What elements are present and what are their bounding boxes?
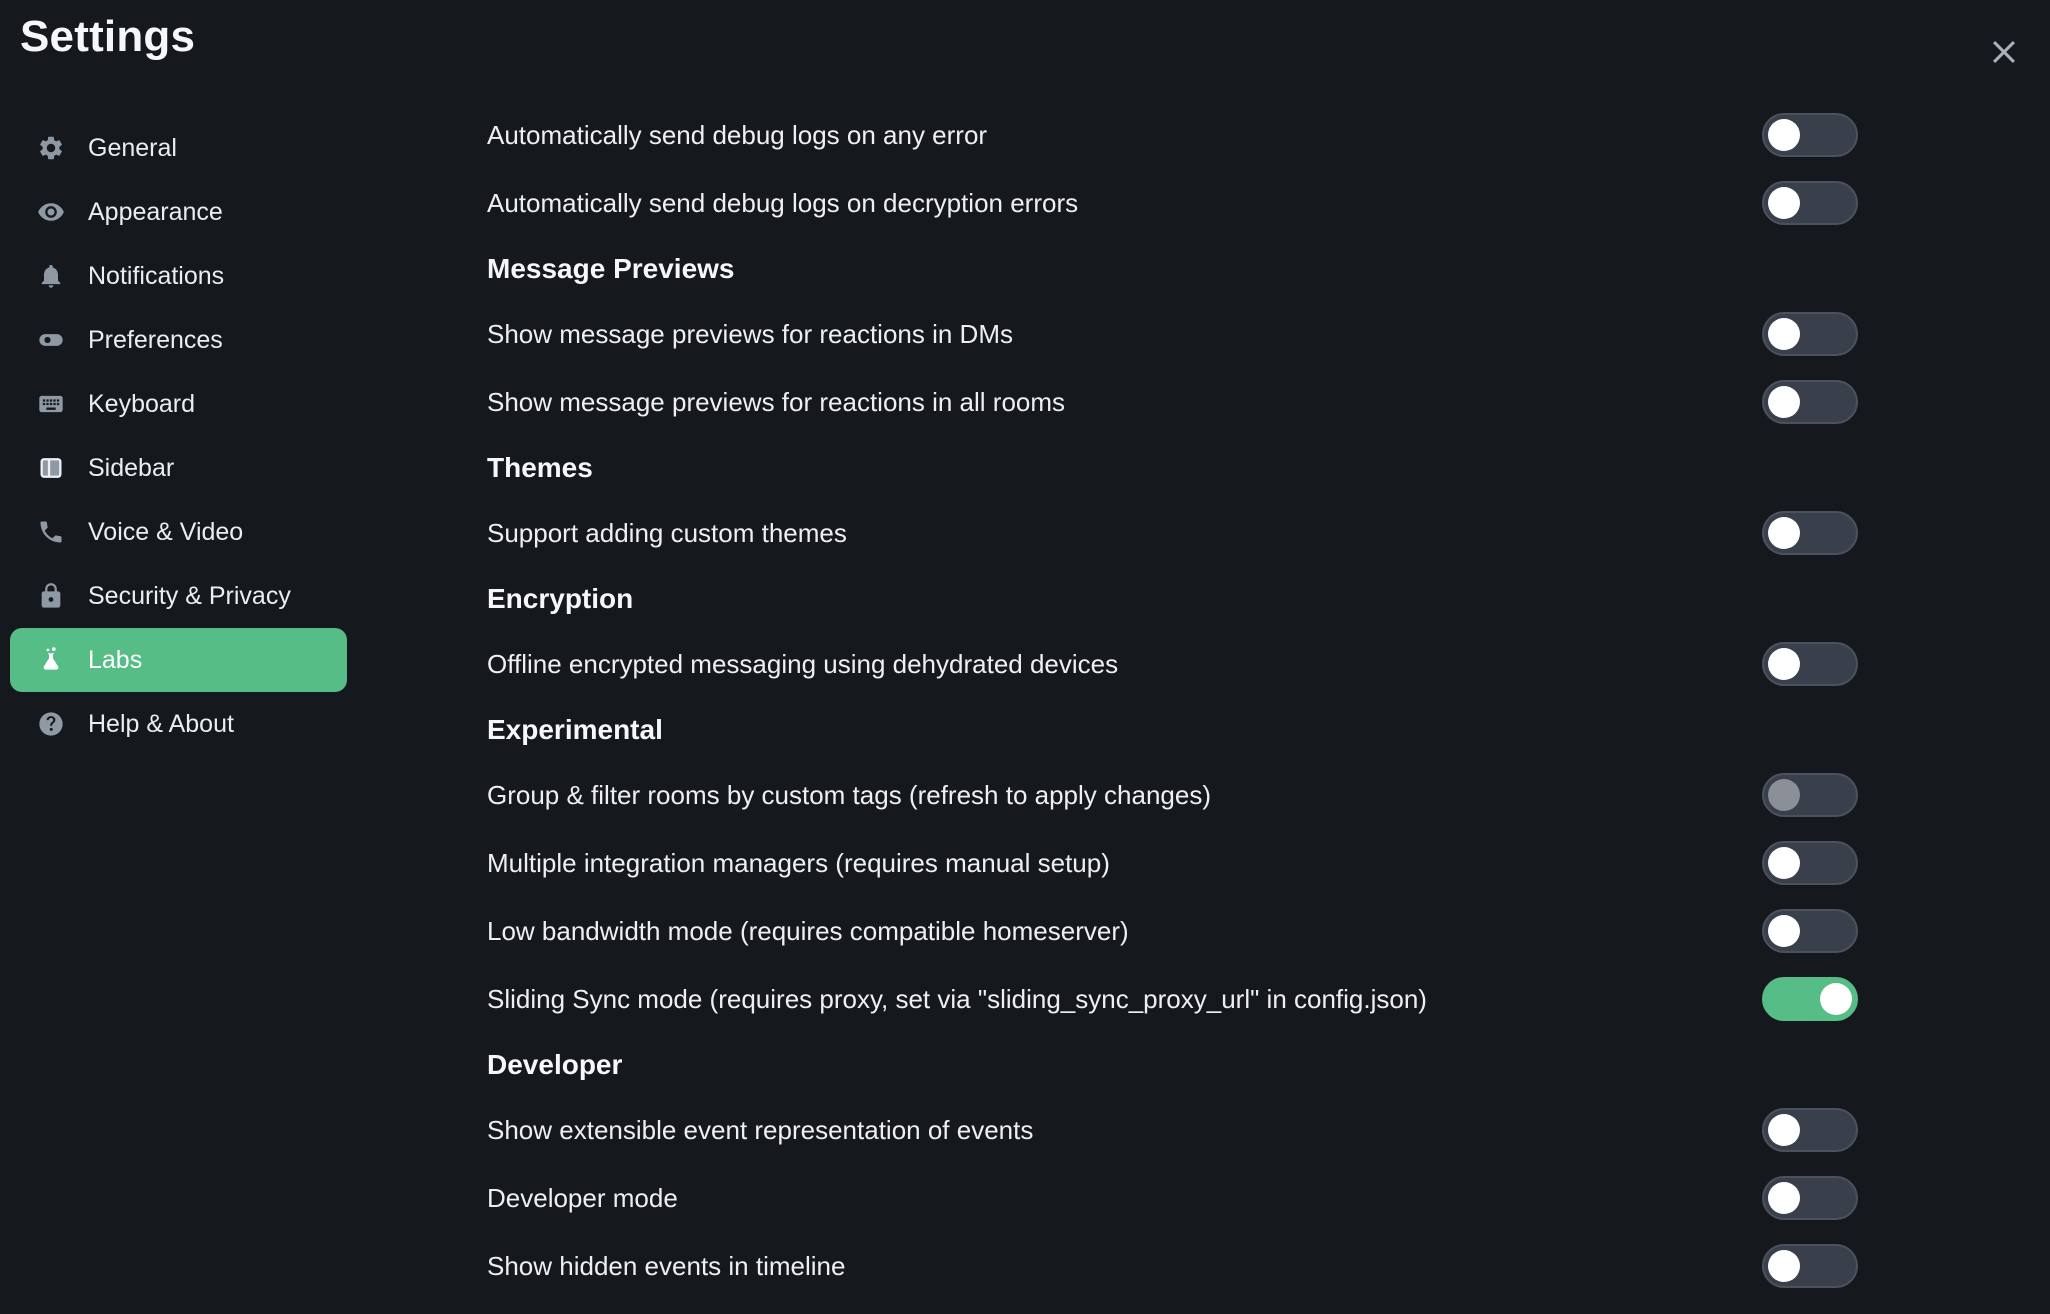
sidebar-item-security-privacy[interactable] <box>10 564 347 628</box>
toggle-knob <box>1768 386 1800 418</box>
setting-label: Show message previews for reactions in DMs <box>487 318 1013 349</box>
panels-icon <box>37 454 65 482</box>
toggle-knob <box>1768 517 1800 549</box>
sidebar-item-keyboard[interactable] <box>10 372 347 436</box>
setting-row <box>487 965 1858 1033</box>
sidebar-item-label: Voice & Video <box>88 517 244 546</box>
toggle-knob <box>1768 1182 1800 1214</box>
toggle-switch[interactable] <box>1762 1176 1858 1220</box>
sidebar-item-label: Help & About <box>88 709 234 738</box>
sidebar-item-notifications[interactable] <box>10 244 347 308</box>
setting-label: Show extensible event representation of events <box>487 1114 1034 1145</box>
setting-label: Low bandwidth mode (requires compatible homeserver) <box>487 915 1129 946</box>
section-heading: Developer <box>487 1048 623 1080</box>
toggle-knob <box>1768 779 1800 811</box>
setting-label: Automatically send debug logs on any error <box>487 119 988 150</box>
toggle-switch[interactable] <box>1762 773 1858 817</box>
toggle-switch[interactable] <box>1762 511 1858 555</box>
toggle-knob <box>1768 915 1800 947</box>
sidebar-item-label: Appearance <box>88 197 223 226</box>
setting-row <box>487 1096 1858 1164</box>
settings-sidebar <box>0 116 480 756</box>
toggle-icon <box>37 326 65 354</box>
sidebar-item-preferences[interactable] <box>10 308 347 372</box>
bell-icon <box>37 262 65 290</box>
section-heading: Message Previews <box>487 252 735 284</box>
setting-row <box>487 101 1858 169</box>
toggle-knob <box>1768 318 1800 350</box>
setting-row <box>487 829 1858 897</box>
sidebar-item-label: Keyboard <box>88 389 196 418</box>
sidebar-item-label: Security & Privacy <box>88 581 291 610</box>
section-heading: Encryption <box>487 582 634 614</box>
section-heading: Themes <box>487 451 593 483</box>
close-icon <box>1987 35 2021 69</box>
setting-label: Support adding custom themes <box>487 517 847 548</box>
setting-row <box>487 368 1858 436</box>
toggle-switch[interactable] <box>1762 1108 1858 1152</box>
setting-row <box>487 300 1858 368</box>
setting-row <box>487 499 1858 567</box>
settings-content <box>487 101 1858 1300</box>
toggle-switch[interactable] <box>1762 1244 1858 1288</box>
sidebar-item-general[interactable] <box>10 116 347 180</box>
toggle-switch[interactable] <box>1762 181 1858 225</box>
setting-row <box>487 897 1858 965</box>
toggle-knob <box>1820 983 1852 1015</box>
setting-label: Show hidden events in timeline <box>487 1250 846 1281</box>
phone-icon <box>37 518 65 546</box>
setting-row <box>487 1232 1858 1300</box>
setting-row <box>487 1164 1858 1232</box>
section-heading: Experimental <box>487 713 663 745</box>
toggle-switch[interactable] <box>1762 312 1858 356</box>
sidebar-item-label: Labs <box>88 645 143 674</box>
toggle-knob <box>1768 187 1800 219</box>
setting-row <box>487 169 1858 237</box>
flask-icon <box>37 646 65 674</box>
setting-label: Show message previews for reactions in all rooms <box>487 386 1066 417</box>
toggle-switch[interactable] <box>1762 977 1858 1021</box>
sidebar-item-appearance[interactable] <box>10 180 347 244</box>
setting-label: Automatically send debug logs on decryption errors <box>487 187 1079 218</box>
setting-row <box>487 761 1858 829</box>
toggle-switch[interactable] <box>1762 380 1858 424</box>
gear-icon <box>37 134 65 162</box>
setting-label: Sliding Sync mode (requires proxy, set via "sliding_sync_proxy_url" in config.json) <box>487 983 1427 1014</box>
sidebar-item-sidebar[interactable] <box>10 436 347 500</box>
setting-row <box>487 630 1858 698</box>
sidebar-item-help-about[interactable] <box>10 692 347 756</box>
setting-label: Group & filter rooms by custom tags (refresh to apply changes) <box>487 779 1211 810</box>
close-button[interactable] <box>1980 28 2028 76</box>
toggle-knob <box>1768 648 1800 680</box>
page-title: Settings <box>20 12 196 61</box>
setting-label: Developer mode <box>487 1182 678 1213</box>
toggle-knob <box>1768 847 1800 879</box>
sidebar-item-labs[interactable] <box>10 628 347 692</box>
sidebar-item-label: Preferences <box>88 325 223 354</box>
setting-label: Multiple integration managers (requires manual setup) <box>487 847 1110 878</box>
toggle-knob <box>1768 1250 1800 1282</box>
eye-icon <box>37 198 65 226</box>
setting-label: Offline encrypted messaging using dehydrated devices <box>487 648 1119 679</box>
keyboard-icon <box>37 390 65 418</box>
toggle-switch[interactable] <box>1762 841 1858 885</box>
toggle-switch[interactable] <box>1762 113 1858 157</box>
toggle-switch[interactable] <box>1762 642 1858 686</box>
toggle-knob <box>1768 119 1800 151</box>
toggle-knob <box>1768 1114 1800 1146</box>
sidebar-item-label: General <box>88 133 177 162</box>
toggle-switch[interactable] <box>1762 909 1858 953</box>
sidebar-item-label: Sidebar <box>88 453 175 482</box>
sidebar-item-voice-video[interactable] <box>10 500 347 564</box>
sidebar-item-label: Notifications <box>88 261 225 290</box>
question-icon <box>37 710 65 738</box>
lock-icon <box>37 582 65 610</box>
